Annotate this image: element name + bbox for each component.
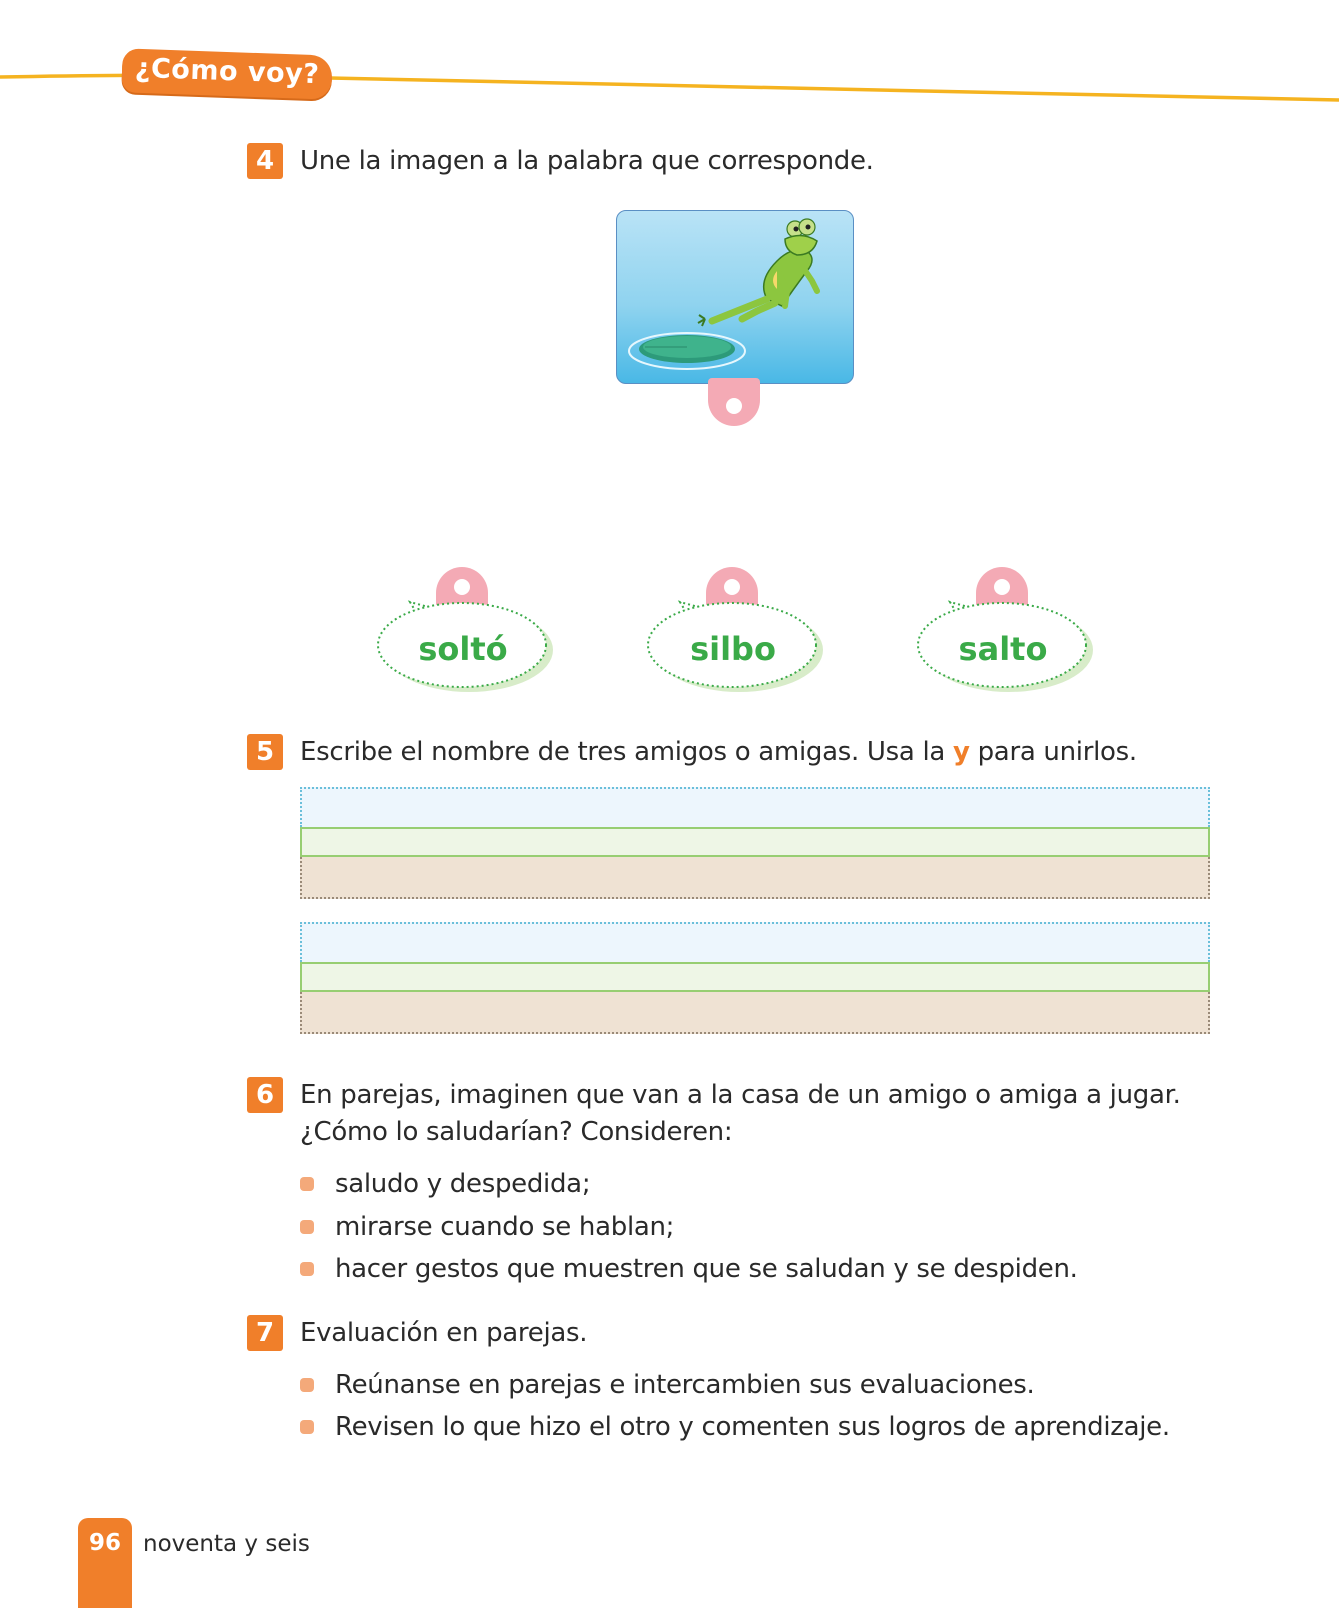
connector-hole	[724, 579, 740, 595]
q6-bullet-2: mirarse cuando se hablan;	[335, 1212, 675, 1242]
writing-lines-2[interactable]	[300, 922, 1210, 1034]
word-option-2[interactable]	[640, 600, 826, 700]
bullet-icon	[300, 1177, 314, 1191]
q7-bullet-2: Revisen lo que hizo el otro y comenten sus logros de aprendizaje.	[335, 1412, 1170, 1442]
question-number-4: 4	[247, 143, 283, 179]
bullet-icon	[300, 1262, 314, 1276]
word-label: salto	[958, 630, 1048, 668]
question-6-instruction-line1: En parejas, imaginen que van a la casa de un amigo o amiga a jugar.	[300, 1080, 1181, 1110]
bullet-icon	[300, 1378, 314, 1392]
page-number-tab	[78, 1518, 132, 1608]
frog-image	[616, 210, 854, 384]
word-label: silbo	[690, 630, 776, 668]
question-4-instruction: Une la imagen a la palabra que corresponde.	[300, 146, 874, 176]
section-badge	[121, 48, 332, 99]
connector-hole	[994, 579, 1010, 595]
image-connector-tab[interactable]	[708, 378, 760, 426]
word-option-1[interactable]	[370, 600, 556, 700]
writing-lines-1[interactable]	[300, 787, 1210, 899]
page-number-words: noventa y seis	[143, 1531, 310, 1557]
question-6-instruction-line2: ¿Cómo lo saludarían? Consideren:	[300, 1117, 733, 1147]
connector-hole	[726, 398, 742, 414]
q6-bullet-1: saludo y despedida;	[335, 1169, 591, 1199]
word-option-3[interactable]	[910, 600, 1096, 700]
question-number-7: 7	[247, 1315, 283, 1351]
frog-jumping-icon	[617, 211, 853, 383]
question-7-instruction: Evaluación en parejas.	[300, 1318, 588, 1348]
question-5-instruction: Escribe el nombre de tres amigos o amigas. Usa la y para unirlos.	[300, 737, 1137, 767]
highlight-y: y	[952, 737, 970, 767]
connector-hole	[454, 579, 470, 595]
word-label: soltó	[418, 630, 508, 668]
question-number-5: 5	[247, 734, 283, 770]
question-number-6: 6	[247, 1077, 283, 1113]
bullet-icon	[300, 1220, 314, 1234]
page-number: 96	[88, 1530, 121, 1556]
q7-bullet-1: Reúnanse en parejas e intercambien sus evaluaciones.	[335, 1370, 1035, 1400]
section-title: ¿Cómo voy?	[134, 52, 320, 91]
q6-bullet-3: hacer gestos que muestren que se saludan y se despiden.	[335, 1254, 1078, 1284]
bullet-icon	[300, 1420, 314, 1434]
